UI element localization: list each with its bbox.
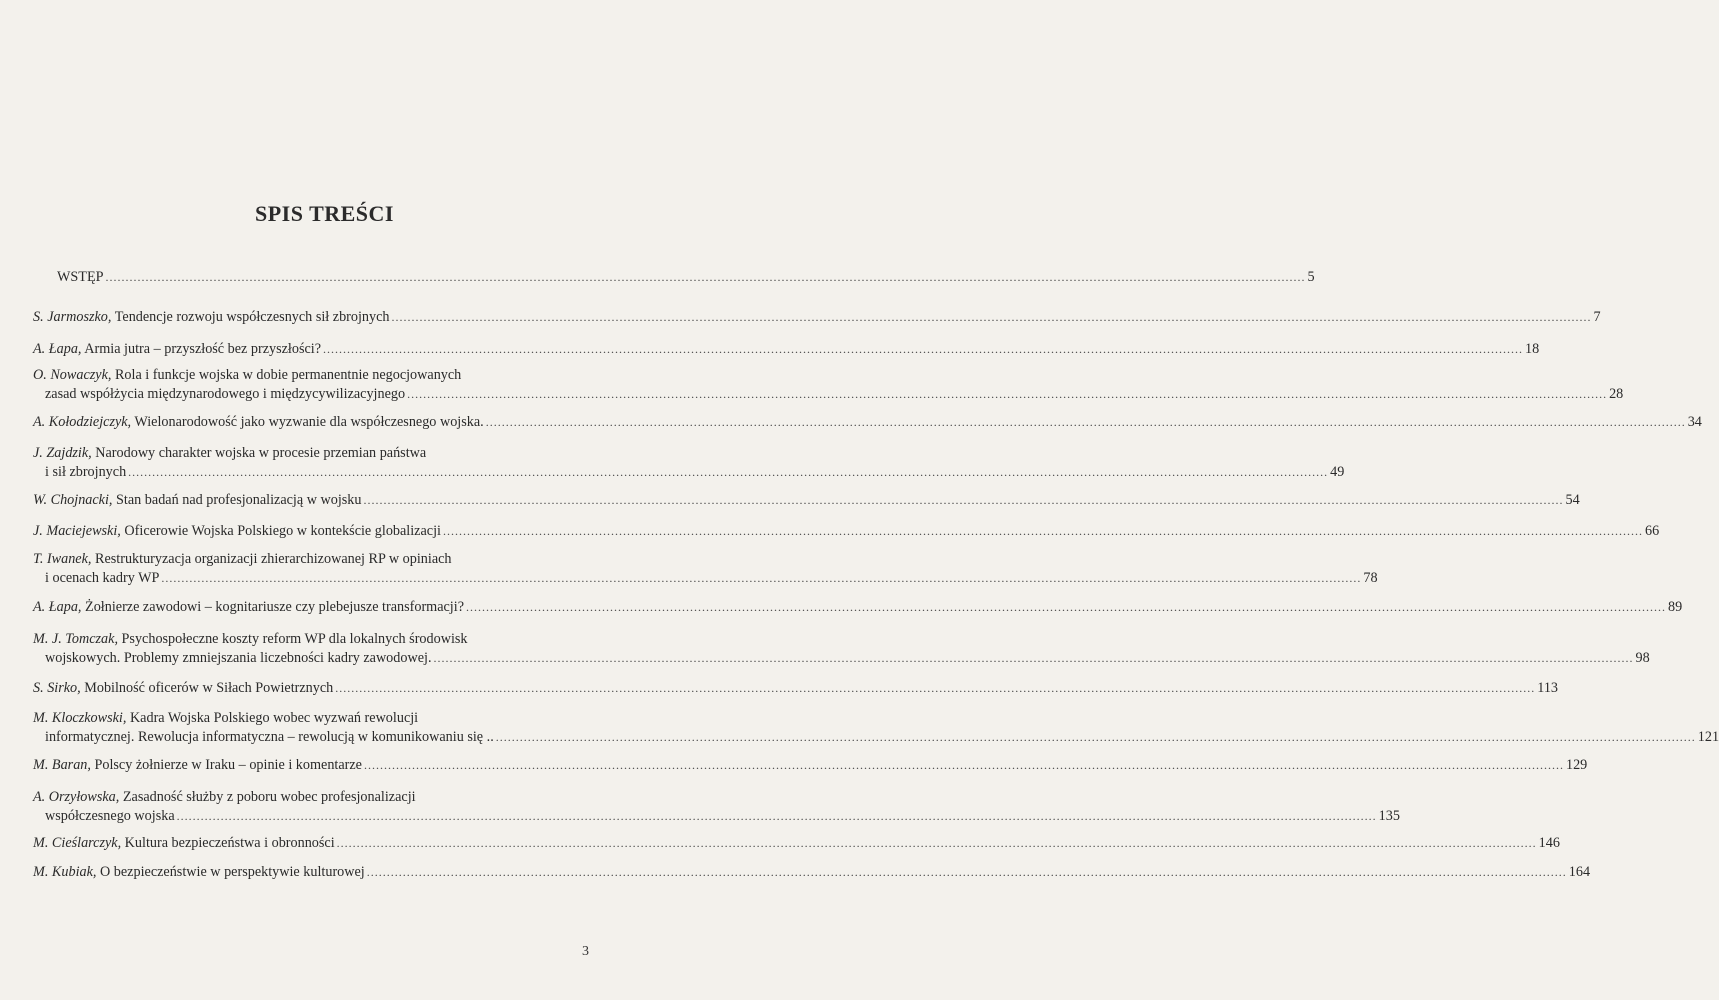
toc-entry-text (33, 630, 468, 649)
toc-entry-line (33, 756, 1588, 775)
toc-entry-line (57, 268, 1315, 287)
toc-title: Wielonarodowość jako wyzwanie dla współczesnego wojska. (134, 414, 484, 430)
toc-author: S. Sirko, (33, 680, 81, 696)
toc-title: Żołnierze zawodowi – kognitariusze czy plebejusze transformacji? (85, 599, 464, 615)
toc-entry (33, 522, 1660, 541)
toc-title: i sił zbrojnych (45, 464, 127, 480)
dot-leader: ............................................................................................................................................................................................................................................................................................................ (407, 387, 1608, 401)
toc-entry-text (33, 788, 416, 807)
toc-entry-text (33, 598, 464, 617)
toc-title: Zasadność służby z poboru wobec profesjonalizacji (122, 789, 416, 805)
toc-title: Tendencje rozwoju współczesnych sił zbrojnych (114, 309, 390, 325)
toc-author: J. Maciejewski, (33, 523, 121, 539)
toc-entry-text (33, 756, 362, 775)
toc-entry-text (33, 413, 484, 432)
toc-entry-line (33, 340, 1540, 359)
toc-author: A. Łapa, (33, 599, 82, 615)
toc-page-number: 54 (1565, 492, 1580, 508)
toc-author: S. Jarmoszko, (33, 309, 112, 325)
toc-entry-line (33, 366, 573, 385)
toc-title: i ocenach kadry WP (45, 570, 160, 586)
toc-page-number: 129 (1565, 757, 1588, 773)
toc-entry (33, 366, 1624, 404)
toc-entry-text (33, 340, 321, 359)
toc-entry-line (33, 413, 1702, 432)
toc-entry-line (33, 385, 1624, 404)
toc-page-number: 89 (1668, 599, 1683, 615)
toc-author: M. J. Tomczak, (33, 631, 118, 647)
toc-entry-line (33, 550, 573, 569)
toc-page-number: 34 (1687, 414, 1702, 430)
toc-entry-text (45, 385, 405, 404)
toc-entry-text (45, 649, 432, 668)
toc-title: Stan badań nad profesjonalizacją w wojsku (116, 492, 362, 508)
dot-leader: ............................................................................................................................................................................................................................................................................................................ (466, 600, 1666, 614)
toc-title: wojskowych. Problemy zmniejszania liczebności kadry zawodowej. (45, 650, 432, 666)
toc-entry-line (33, 630, 573, 649)
toc-author: M. Kloczkowski, (33, 710, 127, 726)
toc-entry-line (33, 863, 1591, 882)
toc-entry-text (33, 491, 361, 510)
toc-title: Oficerowie Wojska Polskiego w kontekście globalizacji (124, 523, 441, 539)
toc-entry-text (33, 709, 418, 728)
toc-title: współczesnego wojska (45, 808, 175, 824)
toc-entry (33, 756, 1588, 775)
toc-entry-line (33, 463, 1345, 482)
toc-entry-line (33, 569, 1378, 588)
toc-entry-text (33, 522, 441, 541)
toc-entry (33, 491, 1580, 510)
toc-entry (33, 630, 1650, 668)
toc-entry-line (33, 728, 1719, 747)
toc-author: M. Cieślarczyk, (33, 835, 122, 851)
toc-page-number: 28 (1609, 386, 1624, 402)
dot-leader: ............................................................................................................................................................................................................................................................................................................ (442, 524, 1643, 538)
toc-page-number: 98 (1635, 650, 1650, 666)
toc-entry-text (45, 463, 126, 482)
toc-entry (33, 308, 1601, 327)
toc-entry-line (33, 491, 1580, 510)
dot-leader: ............................................................................................................................................................................................................................................................................................................ (176, 809, 1377, 823)
toc-page-number: 7 (1593, 309, 1601, 325)
page-title: SPIS TREŚCI (255, 201, 394, 226)
toc-author: T. Iwanek, (33, 551, 92, 567)
toc-author: O. Nowaczyk, (33, 367, 112, 383)
toc-entry-text (33, 366, 461, 385)
toc-entry (33, 788, 1400, 826)
toc-entry-text (45, 569, 159, 588)
dot-leader: ............................................................................................................................................................................................................................................................................................................ (323, 342, 1524, 356)
toc-entry-text (33, 444, 426, 463)
dot-leader: ............................................................................................................................................................................................................................................................................................................ (433, 651, 1634, 665)
toc-entry-text (33, 308, 390, 327)
dot-leader: ............................................................................................................................................................................................................................................................................................................ (485, 415, 1686, 429)
toc-author: A. Orzyłowska, (33, 789, 120, 805)
toc-author: A. Kołodziejczyk, (33, 414, 132, 430)
toc-page-number: 146 (1538, 835, 1560, 851)
toc-page-number: 135 (1378, 808, 1400, 824)
dot-leader: ............................................................................................................................................................................................................................................................................................................ (495, 730, 1696, 744)
toc-entry (33, 550, 1378, 588)
toc-entry (33, 679, 1559, 698)
dot-leader: ............................................................................................................................................................................................................................................................................................................ (105, 270, 1306, 284)
dot-leader: ............................................................................................................................................................................................................................................................................................................ (391, 310, 1592, 324)
toc-title: WSTĘP (57, 269, 104, 285)
toc-author: J. Zajdzik, (33, 445, 92, 461)
toc-page-number: 5 (1307, 269, 1315, 285)
toc-author: A. Łapa, (33, 341, 82, 357)
toc-title: Polscy żołnierze w Iraku – opinie i komentarze (94, 757, 362, 773)
toc-page-number: 66 (1644, 523, 1660, 539)
page-number: 3 (582, 944, 589, 959)
toc-page-number: 164 (1568, 864, 1591, 880)
toc-page-number: 49 (1330, 464, 1345, 480)
toc-entry-text (33, 834, 335, 853)
dot-leader: ............................................................................................................................................................................................................................................................................................................ (363, 493, 1564, 507)
toc-entry (33, 340, 1540, 359)
toc-page-number: 121 (1697, 729, 1719, 745)
toc-entry (33, 863, 1591, 882)
toc-title: Kultura bezpieczeństwa i obronności (124, 835, 335, 851)
toc-entry-text (57, 268, 104, 287)
toc-entry-line (33, 444, 573, 463)
toc-entry-line (33, 522, 1660, 541)
toc-entry-line (33, 598, 1683, 617)
toc-entry-text (33, 679, 333, 698)
toc-title: Restrukturyzacja organizacji zhierarchizowanej RP w opiniach (95, 551, 452, 567)
toc-entry-line (33, 649, 1650, 668)
toc-title: informatycznej. Rewolucja informatyczna – rewolucją w komunikowaniu się .. (45, 729, 494, 745)
toc-page-number: 18 (1525, 341, 1540, 357)
dot-leader: ............................................................................................................................................................................................................................................................................................................ (366, 865, 1567, 879)
toc-author: M. Baran, (33, 757, 91, 773)
toc-title: Psychospołeczne koszty reform WP dla lokalnych środowisk (121, 631, 468, 647)
toc-entry-line (33, 834, 1560, 853)
toc-entry-line (33, 679, 1559, 698)
dot-leader: ............................................................................................................................................................................................................................................................................................................ (128, 465, 1329, 479)
toc-page-number: 113 (1537, 680, 1559, 696)
toc-entry-text (33, 550, 452, 569)
toc-title: Kadra Wojska Polskiego wobec wyzwań rewolucji (129, 710, 419, 726)
dot-leader: ............................................................................................................................................................................................................................................................................................................ (336, 836, 1537, 850)
toc-title: Mobilność oficerów w Siłach Powietrznych (84, 680, 334, 696)
dot-leader: ............................................................................................................................................................................................................................................................................................................ (363, 758, 1564, 772)
toc-author: M. Kubiak, (33, 864, 97, 880)
toc-entry-text (33, 863, 365, 882)
toc-entry-line (33, 788, 573, 807)
toc-title: Narodowy charakter wojska w procesie przemian państwa (95, 445, 427, 461)
toc-entry-line (33, 709, 573, 728)
toc-page-number: 78 (1363, 570, 1378, 586)
toc-author: W. Chojnacki, (33, 492, 113, 508)
toc-entry-line (33, 807, 1400, 826)
toc-entry (33, 709, 1719, 747)
dot-leader: ............................................................................................................................................................................................................................................................................................................ (335, 681, 1536, 695)
toc-title: Rola i funkcje wojska w dobie permanentnie negocjowanych (114, 367, 462, 383)
toc-title: O bezpieczeństwie w perspektywie kulturowej (100, 864, 365, 880)
toc-entry (33, 444, 1345, 482)
toc-entry (33, 598, 1683, 617)
toc-entry-text (45, 728, 494, 747)
toc-title: zasad współżycia międzynarodowego i międzycywilizacyjnego (45, 386, 406, 402)
toc-entry-text (45, 807, 175, 826)
dot-leader: ............................................................................................................................................................................................................................................................................................................ (161, 571, 1362, 585)
toc-entry (57, 268, 1315, 287)
toc-title: Armia jutra – przyszłość bez przyszłości? (84, 341, 322, 357)
toc-entry (33, 413, 1702, 432)
toc-entry (33, 834, 1560, 853)
toc-entry-line (33, 308, 1601, 327)
